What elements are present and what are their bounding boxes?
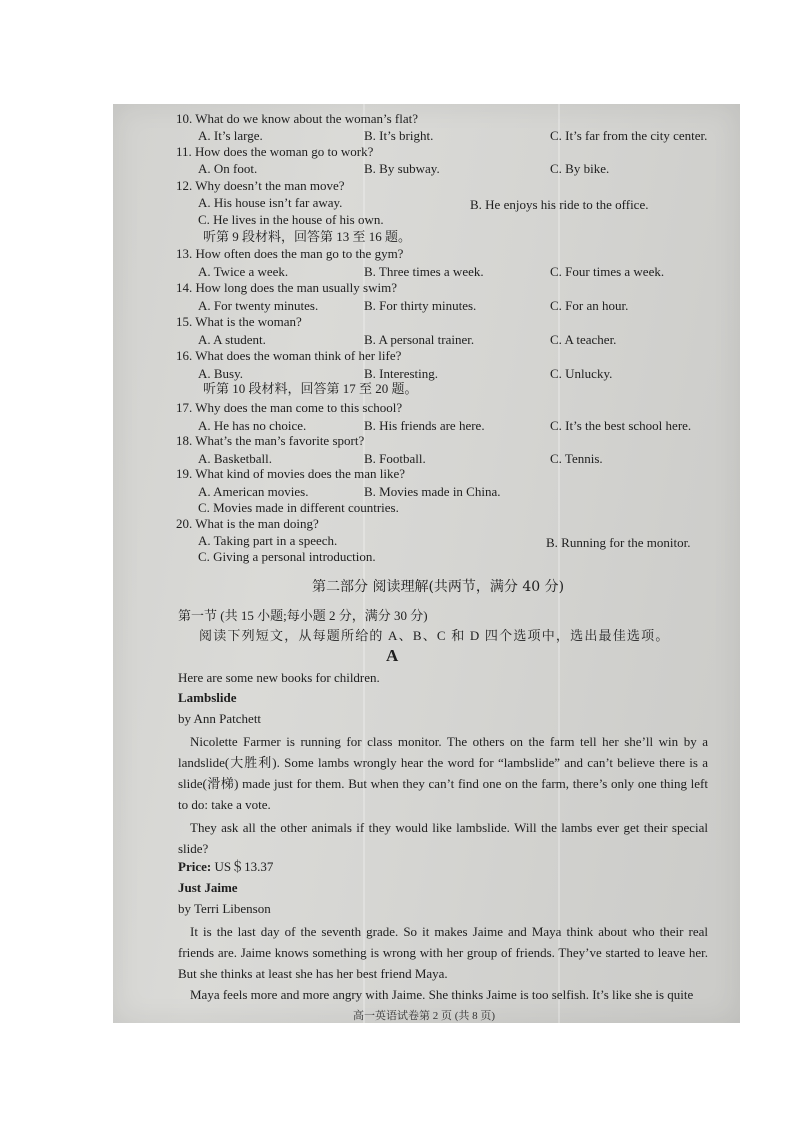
option-b: B. Movies made in China. [364, 484, 501, 499]
option-a: A. Taking part in a speech. [198, 533, 338, 548]
option-a: A. A student. [198, 332, 266, 347]
option-a: A. Busy. [198, 366, 244, 381]
option-c: C. It’s far from the city center. [550, 128, 708, 143]
part-title: 第二部分 阅读理解(共两节，满分 40 分) [312, 579, 565, 595]
book-author: by Ann Patchett [178, 711, 262, 726]
option-b: B. Running for the monitor. [546, 535, 691, 550]
option-c: C. Four times a week. [550, 264, 665, 279]
option-b: B. Football. [364, 451, 426, 466]
option-a: A. American movies. [198, 484, 309, 499]
book-price [178, 859, 273, 875]
book-paragraph: Maya feels more and more angry with Jaime. She thinks Jaime is too selfish. It’s like she is quite [190, 987, 694, 1002]
paper-crease [558, 104, 560, 1023]
option-b: B. By subway. [364, 161, 440, 176]
option-a: A. On foot. [198, 161, 258, 176]
question-text: 20. What is the man doing? [176, 516, 319, 531]
question-text: 10. What do we know about the woman’s flat? [176, 111, 419, 126]
question-text: 19. What kind of movies does the man like? [176, 466, 406, 481]
instruction-text: 听第 9 段材料，回答第 13 至 16 题。 [203, 229, 412, 244]
book-author: by Terri Libenson [178, 901, 271, 916]
book-paragraph: Nicolette Farmer is running for class monitor. The others on the farm tell her she’ll win by a landslide(大胜利). Some lambs wrongly hear the word for “lambslide” and can’t believe there is a slide(滑梯) made just for them. But when they can’t find one on the farm, there’s only one thing left to do: take a vote. [178, 734, 708, 812]
question-text: 12. Why doesn’t the man move? [176, 178, 345, 193]
price-label: Price: [178, 859, 212, 874]
option-b: B. It’s bright. [364, 128, 434, 143]
option-c: C. A teacher. [550, 332, 617, 347]
question-text: 17. Why does the man come to this school? [176, 400, 403, 415]
book-paragraph: It is the last day of the seventh grade. So it makes Jaime and Maya think about who their real friends are. Jaime knows something is wrong with her group of friends. They’ve started to leave her. But she thinks at least she has her best friend Maya. [178, 924, 708, 981]
option-a: A. For twenty minutes. [198, 298, 319, 313]
option-a: A. It’s large. [198, 128, 263, 143]
option-a: A. Twice a week. [198, 264, 289, 279]
option-a: A. He has no choice. [198, 418, 307, 433]
option-a: A. Basketball. [198, 451, 273, 466]
option-c: C. Giving a personal introduction. [198, 549, 376, 564]
book-title: Just Jaime [178, 880, 238, 895]
page-footer: 高一英语试卷第 2 页 (共 8 页) [353, 1010, 496, 1022]
option-c: C. For an hour. [550, 298, 629, 313]
option-c: C. It’s the best school here. [550, 418, 692, 433]
instruction-text: 听第 10 段材料，回答第 17 至 20 题。 [203, 381, 418, 396]
section-title: 第一节 (共 15 小题;每小题 2 分，满分 30 分) [178, 608, 428, 623]
question-text: 18. What’s the man’s favorite sport? [176, 433, 365, 448]
passage-intro: Here are some new books for children. [178, 670, 380, 685]
reading-instruction: 阅读下列短文，从每题所给的 A、B、C 和 D 四个选项中，选出最佳选项。 [199, 628, 670, 643]
option-c: C. Movies made in different countries. [198, 500, 399, 515]
book-title: Lambslide [178, 690, 237, 705]
option-c: C. By bike. [550, 161, 610, 176]
option-c: C. He lives in the house of his own. [198, 212, 384, 227]
price-value: US＄13.37 [214, 859, 274, 874]
option-b: B. He enjoys his ride to the office. [470, 197, 649, 212]
option-b: B. A personal trainer. [364, 332, 475, 347]
book-paragraph: They ask all the other animals if they would like lambslide. Will the lambs ever get their special slide? [178, 820, 708, 856]
option-b: B. Interesting. [364, 366, 439, 381]
option-a: A. His house isn’t far away. [198, 195, 343, 210]
question-text: 16. What does the woman think of her life? [176, 348, 402, 363]
question-text: 11. How does the woman go to work? [176, 144, 374, 159]
option-b: B. Three times a week. [364, 264, 484, 279]
passage-letter: A [386, 646, 399, 665]
question-text: 13. How often does the man go to the gym? [176, 246, 404, 261]
option-b: B. For thirty minutes. [364, 298, 477, 313]
question-text: 15. What is the woman? [176, 314, 302, 329]
option-c: C. Tennis. [550, 451, 603, 466]
option-b: B. His friends are here. [364, 418, 485, 433]
option-c: C. Unlucky. [550, 366, 613, 381]
question-text: 14. How long does the man usually swim? [176, 280, 397, 295]
